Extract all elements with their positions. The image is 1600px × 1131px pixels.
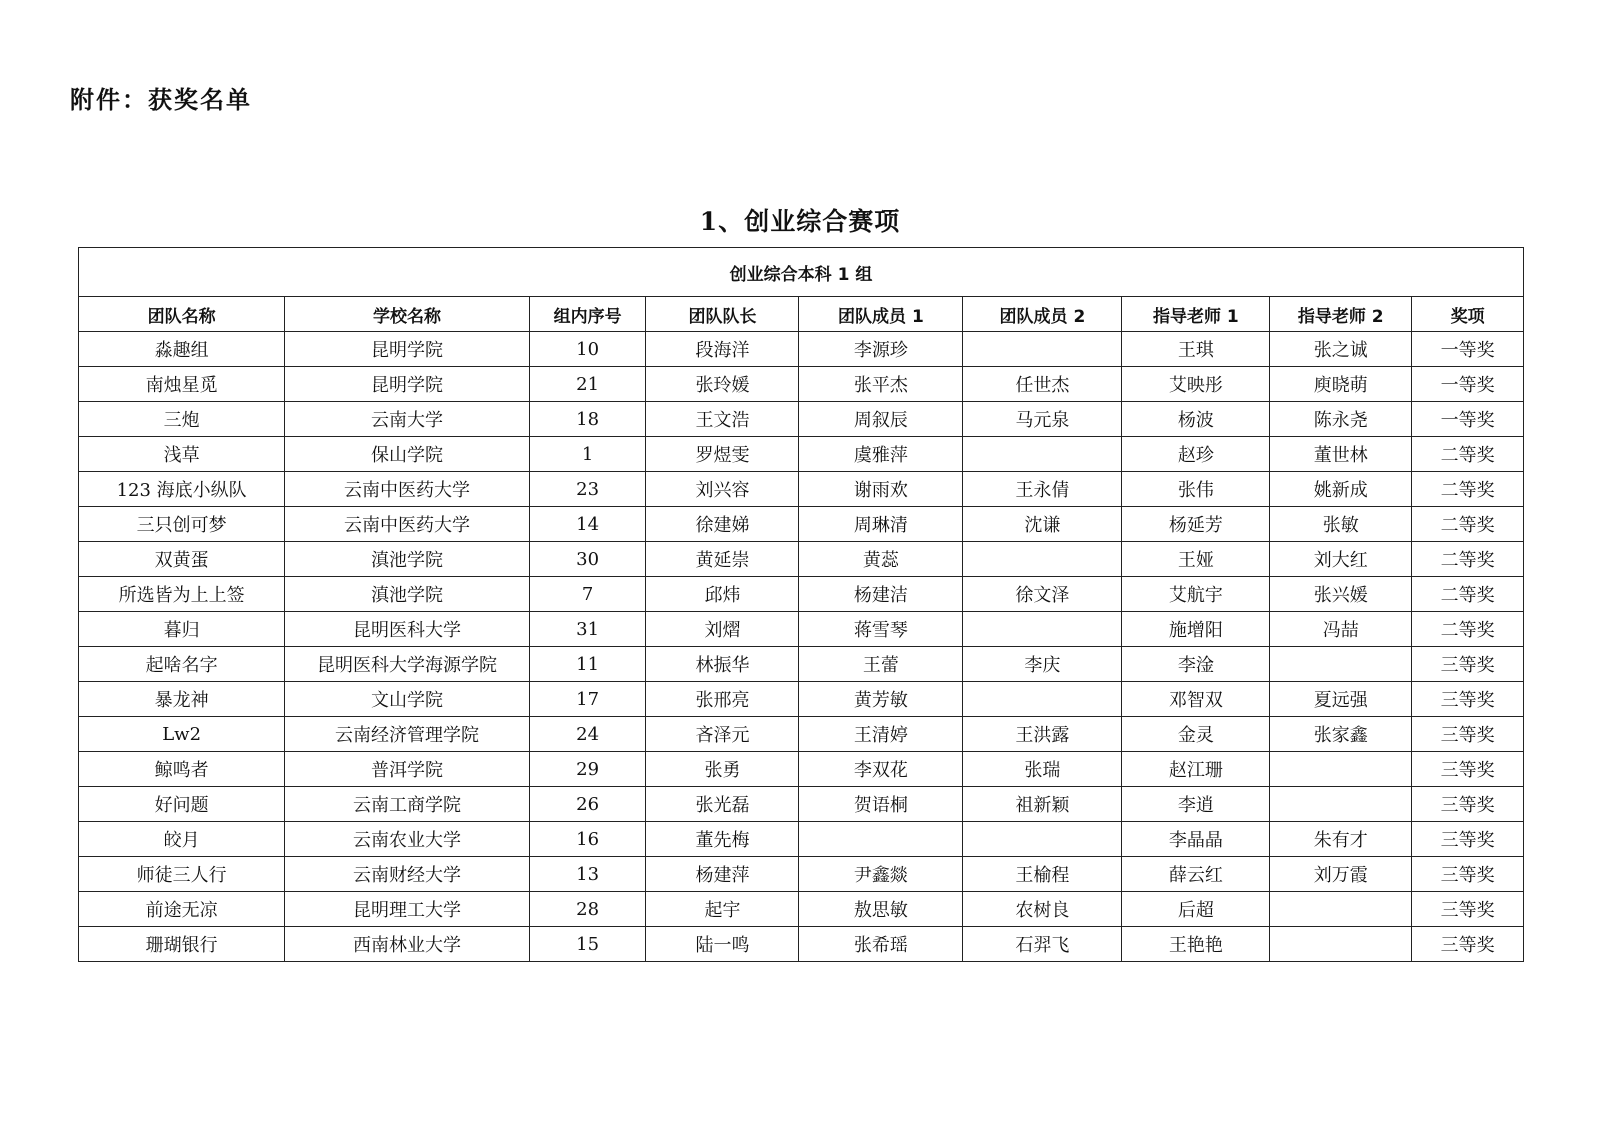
table-cell: 张伟 bbox=[1122, 472, 1270, 507]
table-cell: 徐文泽 bbox=[963, 577, 1122, 612]
table-cell: 三等奖 bbox=[1412, 822, 1524, 857]
table-cell: 16 bbox=[529, 822, 646, 857]
table-cell: 董先梅 bbox=[646, 822, 799, 857]
table-cell: 三炮 bbox=[79, 402, 285, 437]
table-cell: 陈永尧 bbox=[1270, 402, 1412, 437]
table-cell: 26 bbox=[529, 787, 646, 822]
table-cell: 王琪 bbox=[1122, 332, 1270, 367]
table-row bbox=[79, 787, 1524, 822]
table-cell: 王清婷 bbox=[799, 717, 963, 752]
table-cell: 好问题 bbox=[79, 787, 285, 822]
table-row bbox=[79, 577, 1524, 612]
table-cell: 任世杰 bbox=[963, 367, 1122, 402]
table-cell: 10 bbox=[529, 332, 646, 367]
column-header-row bbox=[79, 297, 1524, 332]
table-cell: 30 bbox=[529, 542, 646, 577]
table-cell: 张兴媛 bbox=[1270, 577, 1412, 612]
table-cell: 前途无凉 bbox=[79, 892, 285, 927]
table-cell: 张之诚 bbox=[1270, 332, 1412, 367]
table-row bbox=[79, 402, 1524, 437]
table-cell: 张瑞 bbox=[963, 752, 1122, 787]
table-cell: 金灵 bbox=[1122, 717, 1270, 752]
table-cell: 周叙辰 bbox=[799, 402, 963, 437]
group-title-row bbox=[79, 248, 1524, 297]
table-row bbox=[79, 927, 1524, 962]
table-cell: 一等奖 bbox=[1412, 332, 1524, 367]
table-cell: 谢雨欢 bbox=[799, 472, 963, 507]
table-cell: Lw2 bbox=[79, 717, 285, 752]
table-cell: 二等奖 bbox=[1412, 437, 1524, 472]
table-cell: 邱炜 bbox=[646, 577, 799, 612]
table-cell: 张玲媛 bbox=[646, 367, 799, 402]
table-cell: 师徒三人行 bbox=[79, 857, 285, 892]
table-cell: 庾晓萌 bbox=[1270, 367, 1412, 402]
group-title: 创业综合本科 1 组 bbox=[79, 248, 1524, 297]
table-cell: 张平杰 bbox=[799, 367, 963, 402]
table-row bbox=[79, 682, 1524, 717]
table-cell: 昆明医科大学海源学院 bbox=[285, 647, 530, 682]
table-cell: 农树良 bbox=[963, 892, 1122, 927]
table-cell: 王榆程 bbox=[963, 857, 1122, 892]
table-cell bbox=[963, 437, 1122, 472]
table-cell: 李逍 bbox=[1122, 787, 1270, 822]
table-cell: 杨建洁 bbox=[799, 577, 963, 612]
table-cell: 冯喆 bbox=[1270, 612, 1412, 647]
table-cell: 三等奖 bbox=[1412, 647, 1524, 682]
table-cell: 虞雅萍 bbox=[799, 437, 963, 472]
table-cell bbox=[963, 332, 1122, 367]
table-cell: 姚新成 bbox=[1270, 472, 1412, 507]
table-cell: 贺语桐 bbox=[799, 787, 963, 822]
table-cell: 皎月 bbox=[79, 822, 285, 857]
table-cell: 陆一鸣 bbox=[646, 927, 799, 962]
table-cell: 三等奖 bbox=[1412, 927, 1524, 962]
table-cell: 黄芳敏 bbox=[799, 682, 963, 717]
table-cell: 123 海底小纵队 bbox=[79, 472, 285, 507]
table-cell: 沈谦 bbox=[963, 507, 1122, 542]
table-cell: 二等奖 bbox=[1412, 507, 1524, 542]
table-cell: 三等奖 bbox=[1412, 717, 1524, 752]
table-cell: 林振华 bbox=[646, 647, 799, 682]
table-cell: 夏远强 bbox=[1270, 682, 1412, 717]
table-row bbox=[79, 892, 1524, 927]
table-cell: 鲸鸣者 bbox=[79, 752, 285, 787]
table-row bbox=[79, 542, 1524, 577]
table-cell: 18 bbox=[529, 402, 646, 437]
table-cell: 云南财经大学 bbox=[285, 857, 530, 892]
table-cell: 三等奖 bbox=[1412, 787, 1524, 822]
table-cell: 杨延芳 bbox=[1122, 507, 1270, 542]
table-cell: 刘万霞 bbox=[1270, 857, 1412, 892]
column-header: 团队成员 2 bbox=[963, 297, 1122, 332]
table-cell: 张邢亮 bbox=[646, 682, 799, 717]
table-cell: 董世林 bbox=[1270, 437, 1412, 472]
table-cell bbox=[1270, 892, 1412, 927]
table-row bbox=[79, 717, 1524, 752]
table-cell: 所选皆为上上签 bbox=[79, 577, 285, 612]
table-cell: 云南大学 bbox=[285, 402, 530, 437]
table-cell bbox=[1270, 647, 1412, 682]
table-cell: 云南工商学院 bbox=[285, 787, 530, 822]
table-cell: 西南林业大学 bbox=[285, 927, 530, 962]
table-cell: 昆明理工大学 bbox=[285, 892, 530, 927]
table-cell: 王娅 bbox=[1122, 542, 1270, 577]
table-cell: 王洪露 bbox=[963, 717, 1122, 752]
table-cell: 三等奖 bbox=[1412, 892, 1524, 927]
column-header: 组内序号 bbox=[529, 297, 646, 332]
table-cell: 李淦 bbox=[1122, 647, 1270, 682]
table-cell: 黄延崇 bbox=[646, 542, 799, 577]
table-row bbox=[79, 752, 1524, 787]
table-cell: 施增阳 bbox=[1122, 612, 1270, 647]
table-cell: 浅草 bbox=[79, 437, 285, 472]
table-cell: 暮归 bbox=[79, 612, 285, 647]
table-cell: 28 bbox=[529, 892, 646, 927]
table-cell: 张勇 bbox=[646, 752, 799, 787]
column-header: 奖项 bbox=[1412, 297, 1524, 332]
table-cell: 14 bbox=[529, 507, 646, 542]
table-cell: 薛云红 bbox=[1122, 857, 1270, 892]
table-cell: 31 bbox=[529, 612, 646, 647]
table-cell: 刘兴容 bbox=[646, 472, 799, 507]
table-cell: 张敏 bbox=[1270, 507, 1412, 542]
table-cell: 马元泉 bbox=[963, 402, 1122, 437]
column-header: 学校名称 bbox=[285, 297, 530, 332]
table-row bbox=[79, 332, 1524, 367]
table-cell: 7 bbox=[529, 577, 646, 612]
table-cell: 张希瑶 bbox=[799, 927, 963, 962]
table-cell bbox=[1270, 752, 1412, 787]
table-cell: 一等奖 bbox=[1412, 402, 1524, 437]
table-cell bbox=[963, 682, 1122, 717]
table-cell bbox=[963, 612, 1122, 647]
table-cell: 杨建萍 bbox=[646, 857, 799, 892]
table-cell: 张光磊 bbox=[646, 787, 799, 822]
table-cell bbox=[1270, 787, 1412, 822]
table-row bbox=[79, 507, 1524, 542]
table-cell: 张家鑫 bbox=[1270, 717, 1412, 752]
column-header: 团队成员 1 bbox=[799, 297, 963, 332]
table-cell bbox=[1270, 927, 1412, 962]
table-cell: 赵珍 bbox=[1122, 437, 1270, 472]
table-cell: 文山学院 bbox=[285, 682, 530, 717]
table-cell: 赵江珊 bbox=[1122, 752, 1270, 787]
table-cell: 云南中医药大学 bbox=[285, 472, 530, 507]
table-cell: 段海洋 bbox=[646, 332, 799, 367]
table-cell: 杨波 bbox=[1122, 402, 1270, 437]
table-cell: 二等奖 bbox=[1412, 472, 1524, 507]
column-header: 指导老师 1 bbox=[1122, 297, 1270, 332]
table-cell: 艾映彤 bbox=[1122, 367, 1270, 402]
table-row bbox=[79, 472, 1524, 507]
table-cell: 三等奖 bbox=[1412, 857, 1524, 892]
table-cell: 三等奖 bbox=[1412, 752, 1524, 787]
table-cell: 滇池学院 bbox=[285, 542, 530, 577]
table-cell: 黄蕊 bbox=[799, 542, 963, 577]
table-cell: 23 bbox=[529, 472, 646, 507]
table-cell: 李源珍 bbox=[799, 332, 963, 367]
table-cell: 昆明学院 bbox=[285, 332, 530, 367]
table-cell: 11 bbox=[529, 647, 646, 682]
table-cell: 王蕾 bbox=[799, 647, 963, 682]
table-cell: 保山学院 bbox=[285, 437, 530, 472]
table-row bbox=[79, 437, 1524, 472]
table-cell: 石羿飞 bbox=[963, 927, 1122, 962]
table-cell: 二等奖 bbox=[1412, 612, 1524, 647]
table-cell: 吝泽元 bbox=[646, 717, 799, 752]
table-cell: 云南农业大学 bbox=[285, 822, 530, 857]
table-cell: 刘大红 bbox=[1270, 542, 1412, 577]
table-cell: 昆明医科大学 bbox=[285, 612, 530, 647]
table-cell: 一等奖 bbox=[1412, 367, 1524, 402]
table-cell: 15 bbox=[529, 927, 646, 962]
table-cell: 刘熠 bbox=[646, 612, 799, 647]
table-cell: 29 bbox=[529, 752, 646, 787]
table-cell: 蒋雪琴 bbox=[799, 612, 963, 647]
table-cell: 滇池学院 bbox=[285, 577, 530, 612]
table-cell: 普洱学院 bbox=[285, 752, 530, 787]
column-header: 指导老师 2 bbox=[1270, 297, 1412, 332]
table-cell: 艾航宇 bbox=[1122, 577, 1270, 612]
table-cell: 淼趣组 bbox=[79, 332, 285, 367]
column-header: 团队队长 bbox=[646, 297, 799, 332]
table-cell: 罗煜雯 bbox=[646, 437, 799, 472]
table-cell: 后超 bbox=[1122, 892, 1270, 927]
table-cell: 24 bbox=[529, 717, 646, 752]
table-cell: 徐建娣 bbox=[646, 507, 799, 542]
table-cell: 17 bbox=[529, 682, 646, 717]
table-cell: 南烛星觅 bbox=[79, 367, 285, 402]
table-cell: 云南经济管理学院 bbox=[285, 717, 530, 752]
table-row bbox=[79, 647, 1524, 682]
table-cell: 13 bbox=[529, 857, 646, 892]
table-cell: 王文浩 bbox=[646, 402, 799, 437]
table-cell: 云南中医药大学 bbox=[285, 507, 530, 542]
table-cell: 昆明学院 bbox=[285, 367, 530, 402]
table-cell: 21 bbox=[529, 367, 646, 402]
table-cell: 1 bbox=[529, 437, 646, 472]
table-cell: 二等奖 bbox=[1412, 577, 1524, 612]
table-cell: 起啥名字 bbox=[79, 647, 285, 682]
table-row bbox=[79, 367, 1524, 402]
award-table bbox=[78, 247, 1524, 962]
table-cell: 三只创可梦 bbox=[79, 507, 285, 542]
section-title: 1、创业综合赛项 bbox=[699, 207, 901, 236]
table-cell: 王永倩 bbox=[963, 472, 1122, 507]
table-cell: 邓智双 bbox=[1122, 682, 1270, 717]
table-cell bbox=[799, 822, 963, 857]
table-cell: 暴龙神 bbox=[79, 682, 285, 717]
table-cell: 朱有才 bbox=[1270, 822, 1412, 857]
table-cell: 王艳艳 bbox=[1122, 927, 1270, 962]
table-cell: 敖思敏 bbox=[799, 892, 963, 927]
table-cell: 双黄蛋 bbox=[79, 542, 285, 577]
table-cell: 尹鑫燚 bbox=[799, 857, 963, 892]
table-body bbox=[79, 332, 1524, 962]
table-cell bbox=[963, 542, 1122, 577]
table-cell: 二等奖 bbox=[1412, 542, 1524, 577]
table-cell: 起宇 bbox=[646, 892, 799, 927]
table-row bbox=[79, 857, 1524, 892]
table-row bbox=[79, 612, 1524, 647]
table-cell: 三等奖 bbox=[1412, 682, 1524, 717]
table-cell: 祖新颖 bbox=[963, 787, 1122, 822]
table-row bbox=[79, 822, 1524, 857]
table-cell: 珊瑚银行 bbox=[79, 927, 285, 962]
column-header: 团队名称 bbox=[79, 297, 285, 332]
table-cell: 周琳清 bbox=[799, 507, 963, 542]
table-cell: 李晶晶 bbox=[1122, 822, 1270, 857]
table-cell: 李庆 bbox=[963, 647, 1122, 682]
table-cell: 李双花 bbox=[799, 752, 963, 787]
table-cell bbox=[963, 822, 1122, 857]
attachment-heading: 附件：获奖名单 bbox=[70, 86, 252, 114]
